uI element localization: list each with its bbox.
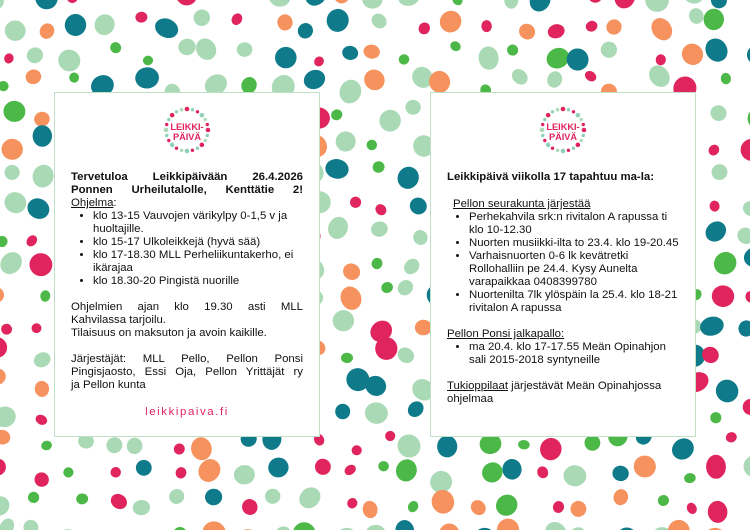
decor-dot xyxy=(685,501,699,516)
decor-dot xyxy=(741,139,750,161)
decor-dot xyxy=(33,125,52,147)
decor-dot xyxy=(0,493,13,520)
decor-dot xyxy=(405,100,421,115)
decor-dot xyxy=(481,20,492,32)
logo-text-line2: PÄIVÄ xyxy=(548,132,578,142)
decor-dot xyxy=(478,458,507,486)
decor-dot xyxy=(341,353,353,364)
decor-dot xyxy=(62,466,76,480)
decor-dot xyxy=(324,7,351,35)
decor-dot xyxy=(0,429,11,446)
leikkipaiva-logo-icon xyxy=(162,105,212,155)
decor-dot xyxy=(569,499,589,519)
decor-dot xyxy=(584,19,599,33)
decor-dot xyxy=(24,68,43,87)
decor-dot xyxy=(37,21,57,42)
decor-dot xyxy=(1,189,30,217)
decor-dot xyxy=(393,430,425,462)
organizers-line-2: Pingisjaosto, Essi Oja, Pellon Yrittäjät ry xyxy=(71,366,303,378)
decor-dot xyxy=(526,0,555,16)
decor-dot xyxy=(108,491,130,512)
logo-ring-dot xyxy=(556,108,559,111)
logo-ring-dot xyxy=(206,134,209,137)
decor-dot xyxy=(313,457,332,476)
decor-dot xyxy=(613,524,641,530)
decor-dot xyxy=(335,404,350,420)
decor-dot xyxy=(198,517,230,530)
logo-ring-dot xyxy=(541,123,544,126)
decor-dot xyxy=(744,42,750,68)
right-info-panel xyxy=(430,92,696,437)
list-item: • Nuortenilta 7lk ylöspäin la 25.4. klo 18-21 rivitalon A rapussa xyxy=(469,289,679,315)
decor-dot xyxy=(630,452,659,481)
info-line-3: Tilaisuus on maksuton ja avoin kaikille. xyxy=(71,327,267,339)
logo-ring-dot xyxy=(579,139,582,142)
decor-dot xyxy=(546,22,566,40)
decor-dot xyxy=(416,20,432,36)
decor-dot xyxy=(708,410,723,425)
logo-ring-dot xyxy=(543,118,546,121)
logo-ring-dot xyxy=(546,143,551,148)
decor-dot xyxy=(370,256,384,270)
logo-ring-dot xyxy=(203,139,206,142)
logo-ring-dot xyxy=(576,113,581,118)
decor-dot xyxy=(263,487,282,505)
logo-ring-dot xyxy=(561,149,566,154)
decor-dot xyxy=(703,8,724,30)
decor-dot xyxy=(336,77,365,107)
decor-dot xyxy=(740,198,750,219)
decor-dot xyxy=(30,322,42,334)
website-link[interactable]: leikkipaiva.fi xyxy=(145,406,229,418)
decor-dot xyxy=(64,13,87,37)
decor-dot xyxy=(535,465,550,481)
decor-dot xyxy=(331,523,362,530)
decor-dot xyxy=(239,496,260,517)
logo-ring-dot xyxy=(165,123,168,126)
decor-dot xyxy=(406,194,430,218)
decor-dot xyxy=(687,6,706,25)
logo-ring-dot xyxy=(180,149,183,152)
decor-dot xyxy=(289,518,320,530)
welcome-line-2: Ponnen Urheilutalolle, Kenttätie 2! xyxy=(71,184,303,196)
decor-dot xyxy=(393,456,420,484)
decor-dot xyxy=(668,434,698,464)
logo-ring-dot xyxy=(196,146,199,149)
program-list xyxy=(71,210,303,288)
decor-dot xyxy=(229,11,244,27)
decor-dot xyxy=(678,39,708,69)
decor-dot xyxy=(587,0,604,4)
decor-dot xyxy=(656,493,672,509)
decor-dot xyxy=(711,375,742,406)
logo-text-line2: PÄIVÄ xyxy=(172,132,202,142)
welcome-line-1: Tervetuloa Leikkipäivään 26.4.2026 xyxy=(71,171,303,183)
decor-dot xyxy=(397,53,410,66)
list-item: • klo 15-17 Ulkoleikkejä (hyvä sää) xyxy=(93,236,303,249)
list-item: • Perhekahvila srk:n rivitalon A rapussa ti klo 10-12.30 xyxy=(469,211,679,237)
decor-dot xyxy=(612,488,630,507)
week-heading: Leikkipäivä viikolla 17 tapahtuu ma-la: xyxy=(447,171,655,183)
decor-dot xyxy=(509,66,531,88)
logo-ring-dot xyxy=(582,123,585,126)
list-item: • Varhaisnuorten 0-6 lk kevätretki Rollohalliin pe 24.4. Kysy Aunelta varapaikkaa 0408399780 xyxy=(469,250,679,289)
decor-dot xyxy=(744,290,750,304)
decor-dot xyxy=(0,404,19,431)
decor-dot xyxy=(563,464,588,487)
decor-dot xyxy=(312,54,326,68)
decor-dot xyxy=(24,233,39,248)
decor-dot xyxy=(94,0,108,1)
decor-dot xyxy=(644,0,671,13)
decor-dot xyxy=(40,290,51,303)
decor-dot xyxy=(743,454,750,478)
left-info-panel: LEIKKI- PÄIVÄ Tervetuloa Leikkipäivään 26.4.2026 Ponnen Urheilutalolle, Kenttätie 2! Ohjelma: • klo 13-15 Vauvojen värikylpy 0-1,5 v ja huoltajille. • klo 15-17 Ulkoleikkejä (hyvä sää) • klo 17-18.30 MLL Perheliikuntakerho, ei ikärajaa • klo 18.30-20 Pingistä nuorille Ohjelmien ajan klo 19.30 asti MLL Kahvilassa tarjoilu. Tilaisuus on maksuton ja avoin kaikille. Järjestäjät: MLL Pello, Pellon Ponsi Pingisjaosto, Essi Oja, Pellon Yrittäjät ry ja Pellon kunta leikkipaiva.fi xyxy=(54,92,320,437)
decor-dot xyxy=(32,470,52,490)
logo-ring-dot xyxy=(561,107,566,112)
decor-dot xyxy=(567,524,589,530)
logo-ring-dot xyxy=(556,149,559,152)
logo-text-line1: LEIKKI- xyxy=(546,122,580,132)
decor-dot xyxy=(192,35,220,64)
decor-dot xyxy=(450,0,464,7)
decor-dot xyxy=(135,459,153,477)
decor-dot xyxy=(24,194,53,222)
logo-ring-dot xyxy=(579,118,582,121)
decor-dot xyxy=(505,42,520,57)
logo-ring-dot xyxy=(185,149,190,154)
logo-ring-dot xyxy=(165,134,168,137)
decor-dot xyxy=(64,0,80,5)
decor-dot xyxy=(341,44,360,61)
logo-ring-dot xyxy=(200,113,205,118)
decor-dot xyxy=(68,72,80,84)
logo-ring-dot xyxy=(551,146,554,149)
decor-dot xyxy=(706,455,726,479)
decor-dot xyxy=(366,139,377,151)
decor-dot xyxy=(611,0,639,12)
decor-dot xyxy=(504,0,519,9)
decor-dot xyxy=(647,14,676,44)
decor-dot xyxy=(518,439,531,450)
decor-dot xyxy=(707,500,728,523)
decor-dot xyxy=(683,472,696,484)
decor-dot xyxy=(584,435,600,451)
decor-dot xyxy=(332,309,355,332)
decor-dot xyxy=(1,138,23,160)
decor-dot xyxy=(26,490,41,505)
logo-ring-dot xyxy=(567,149,570,152)
decor-dot xyxy=(492,490,522,520)
decor-dot xyxy=(477,45,500,71)
decor-dot xyxy=(468,497,489,518)
logo-ring-dot xyxy=(191,149,194,152)
decor-dot xyxy=(352,445,362,455)
decor-dot xyxy=(364,524,387,530)
organizers-line-1: Järjestäjät: MLL Pello, Pellon Ponsi xyxy=(71,353,303,365)
decor-dot xyxy=(345,496,359,510)
logo-ring-dot xyxy=(191,108,194,111)
logo-ring-dot xyxy=(170,143,175,148)
decor-dot xyxy=(0,457,8,477)
decor-dot xyxy=(394,163,423,192)
logo-ring-dot xyxy=(582,134,585,137)
info-line-1: Ohjelmien ajan klo 19.30 asti MLL xyxy=(71,301,303,313)
decor-dot xyxy=(332,128,359,155)
decor-dot xyxy=(25,249,56,280)
logo-ring-dot xyxy=(175,146,178,149)
info-line-2: Kahvilassa tarjoilu. xyxy=(71,314,166,326)
program-label: Ohjelma xyxy=(71,197,114,209)
logo-ring-dot xyxy=(203,118,206,121)
decor-dot xyxy=(742,398,750,416)
decor-dot xyxy=(700,524,731,530)
logo-ring-dot xyxy=(206,123,209,126)
decor-dot xyxy=(377,107,404,134)
decor-dot xyxy=(204,488,222,506)
decor-dot xyxy=(3,19,27,43)
decor-dot xyxy=(708,161,730,183)
decor-dot xyxy=(31,0,63,14)
parish-event-list xyxy=(447,211,679,315)
decor-dot xyxy=(611,464,630,482)
logo-ring-dot xyxy=(167,139,170,142)
decor-dot xyxy=(189,435,214,462)
logo-ring-dot xyxy=(572,110,575,113)
leikkipaiva-logo-icon xyxy=(538,105,588,155)
decor-dot xyxy=(329,108,344,122)
logo-ring-dot xyxy=(543,139,546,142)
logo-ring-dot xyxy=(185,107,190,112)
decor-dot xyxy=(34,380,50,397)
tutor-students-title: Tukioppilaat xyxy=(447,380,508,392)
list-item: • Nuorten musiikki-ilta to 23.4. klo 19-20.45 xyxy=(469,237,679,250)
decor-dot xyxy=(0,0,7,12)
decor-dot xyxy=(103,434,125,456)
logo-ring-dot xyxy=(196,110,199,113)
decor-dot xyxy=(363,44,381,60)
decor-dot xyxy=(30,162,57,190)
decor-dot xyxy=(110,467,121,478)
logo-ring-dot xyxy=(180,108,183,111)
decor-dot xyxy=(429,487,457,516)
decor-dot xyxy=(301,66,329,92)
decor-dot xyxy=(265,0,294,10)
decor-dot xyxy=(152,15,181,42)
decor-dot xyxy=(401,256,423,278)
decor-dot xyxy=(360,65,389,94)
decor-dot xyxy=(516,20,538,42)
decor-dot xyxy=(411,228,429,247)
decor-dot xyxy=(563,44,593,74)
football-section-title: Pellon Ponsi jalkapallo: xyxy=(447,328,565,340)
decor-dot xyxy=(383,429,397,443)
decor-dot xyxy=(373,202,388,218)
decor-dot xyxy=(126,437,143,455)
logo-ring-dot xyxy=(567,108,570,111)
decor-dot xyxy=(448,39,462,53)
decor-dot xyxy=(272,523,295,530)
list-item: • ma 20.4. klo 17-17.55 Meän Opinahjon sali 2015-2018 syntyneille xyxy=(469,341,679,367)
logo-ring-dot xyxy=(175,110,178,113)
decor-dot xyxy=(233,464,256,486)
decor-dot xyxy=(135,11,148,23)
decor-dot xyxy=(552,500,566,514)
decor-dot xyxy=(701,217,730,246)
decor-dot xyxy=(24,44,46,66)
decor-dot xyxy=(698,314,726,338)
decor-dot xyxy=(177,38,197,57)
decor-dot xyxy=(379,280,394,295)
decor-dot xyxy=(362,0,383,9)
decor-dot xyxy=(295,20,316,41)
decor-dot xyxy=(537,435,564,463)
logo-ring-dot xyxy=(170,113,175,118)
logo-ring-dot xyxy=(582,128,587,133)
decor-dot xyxy=(665,517,692,530)
decor-dot xyxy=(134,66,160,90)
decor-dot xyxy=(176,0,198,6)
decor-dot xyxy=(0,79,10,93)
decor-dot xyxy=(394,519,415,530)
decor-dot xyxy=(708,103,729,124)
logo-ring-dot xyxy=(546,113,551,118)
decor-dot xyxy=(701,34,732,66)
logo-ring-dot xyxy=(164,128,169,133)
decor-dot xyxy=(502,458,523,480)
decor-dot xyxy=(706,143,721,158)
football-event-list xyxy=(447,341,679,367)
decor-dot xyxy=(711,284,735,307)
decor-dot xyxy=(4,165,20,181)
tutor-students-text: järjestävät Meän Opinahjossa ohjelmaa xyxy=(447,380,662,405)
decor-dot xyxy=(301,0,332,10)
decor-dot xyxy=(363,400,390,425)
decor-dot xyxy=(405,398,427,420)
decor-dot xyxy=(340,260,363,283)
decor-dot xyxy=(166,486,187,507)
list-item: • klo 18.30-20 Pingistä nuorille xyxy=(93,275,303,288)
decor-dot xyxy=(0,284,7,306)
decor-dot xyxy=(709,200,720,212)
decor-dot xyxy=(542,518,570,530)
decor-dot xyxy=(295,483,325,512)
decor-dot xyxy=(348,195,363,210)
organizers-line-3: ja Pellon kunta xyxy=(71,379,146,391)
decor-dot xyxy=(190,6,213,29)
logo-ring-dot xyxy=(540,128,545,133)
decor-dot xyxy=(406,499,420,514)
decor-dot xyxy=(132,499,151,516)
list-item: • klo 17-18.30 MLL Perheliikuntakerho, ei ikärajaa xyxy=(93,249,303,275)
decor-dot xyxy=(0,248,26,279)
decor-dot xyxy=(736,319,750,339)
decor-dot xyxy=(0,366,9,388)
decor-dot xyxy=(108,40,123,55)
parish-section-title: Pellon seurakunta järjestää xyxy=(453,198,591,210)
decor-dot xyxy=(655,54,666,66)
decor-dot xyxy=(677,0,708,8)
decor-dot xyxy=(470,525,498,530)
decor-dot xyxy=(236,42,253,58)
logo-text-line1: LEIKKI- xyxy=(170,122,204,132)
decor-dot xyxy=(52,525,82,530)
logo-ring-dot xyxy=(541,134,544,137)
decor-dot xyxy=(0,234,9,248)
decor-dot xyxy=(0,516,17,530)
decor-dot xyxy=(370,220,390,239)
decor-dot xyxy=(325,214,352,242)
decor-dot xyxy=(54,46,84,76)
logo-ring-dot xyxy=(551,110,554,113)
decor-dot xyxy=(331,0,352,6)
decor-dot xyxy=(173,526,186,530)
decor-dot xyxy=(437,435,458,457)
logo-ring-dot xyxy=(167,118,170,121)
decor-dot xyxy=(324,157,350,180)
decor-dot xyxy=(361,500,379,520)
logo-ring-dot xyxy=(572,146,575,149)
decor-dot xyxy=(371,159,387,175)
decor-dot xyxy=(31,349,53,370)
decor-dot xyxy=(645,61,674,91)
decor-dot xyxy=(493,514,523,530)
decor-dot xyxy=(744,104,750,134)
decor-dot xyxy=(343,463,358,478)
decor-dot xyxy=(435,6,465,36)
decor-dot xyxy=(337,283,365,313)
decor-dot xyxy=(377,460,389,472)
decor-dot xyxy=(734,224,750,247)
decor-dot xyxy=(172,441,187,456)
decor-dot xyxy=(274,46,298,70)
decor-dot xyxy=(396,0,422,8)
decor-dot xyxy=(34,413,49,427)
logo-ring-dot xyxy=(200,143,205,148)
decor-dot xyxy=(545,69,565,90)
logo-ring-dot xyxy=(576,143,581,148)
decor-dot xyxy=(720,72,731,84)
decor-dot xyxy=(438,523,460,530)
decor-dot xyxy=(266,455,292,480)
decor-dot xyxy=(3,101,26,123)
decor-dot xyxy=(76,493,89,505)
decor-dot xyxy=(369,11,390,32)
decor-dot xyxy=(395,277,417,299)
decor-dot xyxy=(395,344,417,366)
decor-dot xyxy=(598,39,619,60)
decor-dot xyxy=(741,244,750,270)
decor-dot xyxy=(0,333,11,362)
decor-dot xyxy=(142,55,154,66)
decor-dot xyxy=(603,16,624,37)
decor-dot xyxy=(709,247,741,279)
decor-dot xyxy=(277,14,294,31)
list-item: • klo 13-15 Vauvojen värikylpy 0-1,5 v ja huoltajille. xyxy=(93,210,303,236)
decor-dot xyxy=(725,431,738,444)
decor-dot xyxy=(3,52,15,65)
decor-dot xyxy=(20,517,41,530)
logo-ring-dot xyxy=(206,128,211,133)
decor-dot xyxy=(40,440,53,452)
decor-dot xyxy=(0,321,14,336)
decor-dot xyxy=(583,69,598,84)
decor-dot xyxy=(130,0,151,2)
decor-dot xyxy=(174,466,188,480)
decor-dot xyxy=(91,11,118,39)
